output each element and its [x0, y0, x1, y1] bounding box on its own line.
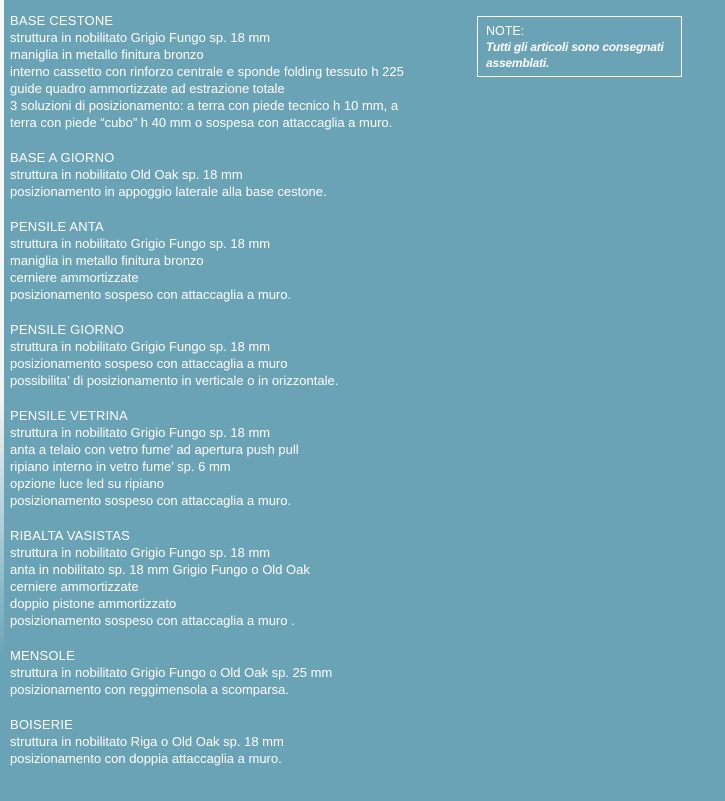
spec-line: posizionamento in appoggio laterale alla base cestone. — [10, 184, 327, 199]
spec-line: struttura in nobilitato Grigio Fungo o Old Oak sp. 25 mm — [10, 665, 333, 680]
note-label: NOTE: — [486, 24, 525, 38]
spec-line: doppio pistone ammortizzato — [10, 596, 177, 611]
section-title: MENSOLE — [10, 648, 75, 663]
note-text — [486, 39, 673, 71]
spec-line: struttura in nobilitato Grigio Fungo sp. 18 mm — [10, 30, 271, 45]
spec-section — [10, 218, 472, 303]
section-title: PENSILE VETRINA — [10, 408, 128, 423]
spec-section — [10, 12, 472, 131]
spec-line: posizionamento sospeso con attaccaglia a muro. — [10, 493, 292, 508]
note-box — [477, 16, 682, 77]
spec-line: ripiano interno in vetro fume’ sp. 6 mm — [10, 459, 231, 474]
section-title: RIBALTA VASISTAS — [10, 528, 130, 543]
spec-line: 3 soluzioni di posizionamento: a terra con piede tecnico h 10 mm, a — [10, 98, 399, 113]
spec-section — [10, 647, 472, 698]
spec-line: struttura in nobilitato Grigio Fungo sp. 18 mm — [10, 545, 271, 560]
spec-line: struttura in nobilitato Old Oak sp. 18 mm — [10, 167, 243, 182]
spec-section — [10, 149, 472, 200]
spec-line: guide quadro ammortizzate ad estrazione totale — [10, 81, 285, 96]
spec-line: struttura in nobilitato Grigio Fungo sp. 18 mm — [10, 339, 271, 354]
spec-line: cerniere ammortizzate — [10, 579, 139, 594]
spec-line: interno cassetto con rinforzo centrale e sponde folding tessuto h 225 — [10, 64, 404, 79]
spec-line: anta in nobilitato sp. 18 mm Grigio Fungo o Old Oak — [10, 562, 310, 577]
spec-line: maniglia in metallo finitura bronzo — [10, 47, 204, 62]
spec-line: struttura in nobilitato Grigio Fungo sp. 18 mm — [10, 236, 271, 251]
spec-sections — [10, 12, 472, 767]
spec-line: posizionamento con reggimensola a scomparsa. — [10, 682, 289, 697]
spec-line: anta a telaio con vetro fume’ ad apertura push pull — [10, 442, 299, 457]
spec-line: posizionamento sospeso con attaccaglia a muro . — [10, 613, 295, 628]
spec-line: struttura in nobilitato Riga o Old Oak sp. 18 mm — [10, 734, 284, 749]
spec-section — [10, 527, 472, 629]
spec-line: posizionamento sospeso con attaccaglia a muro — [10, 356, 288, 371]
spec-line: possibilita’ di posizionamento in verticale o in orizzontale. — [10, 373, 339, 388]
spec-line: opzione luce led su ripiano — [10, 476, 164, 491]
spec-section — [10, 321, 472, 389]
spec-line: posizionamento con doppia attaccaglia a muro. — [10, 751, 282, 766]
note-text-line: Tutti gli articoli sono consegnati — [486, 40, 664, 54]
spec-line: terra con piede “cubo” h 40 mm o sospesa con attaccaglia a muro. — [10, 115, 393, 130]
section-title: BASE A GIORNO — [10, 150, 115, 165]
spec-line: posizionamento sospeso con attaccaglia a muro. — [10, 287, 292, 302]
note-text-line: assemblati. — [486, 56, 550, 70]
spec-line: struttura in nobilitato Grigio Fungo sp. 18 mm — [10, 425, 271, 440]
spec-section — [10, 407, 472, 509]
section-title: PENSILE GIORNO — [10, 322, 125, 337]
spec-line: maniglia in metallo finitura bronzo — [10, 253, 204, 268]
spec-section — [10, 716, 472, 767]
spec-line: cerniere ammortizzate — [10, 270, 139, 285]
section-title: BOISERIE — [10, 717, 74, 732]
section-title: PENSILE ANTA — [10, 219, 104, 234]
page-left-edge — [0, 0, 4, 660]
section-title: BASE CESTONE — [10, 13, 114, 28]
